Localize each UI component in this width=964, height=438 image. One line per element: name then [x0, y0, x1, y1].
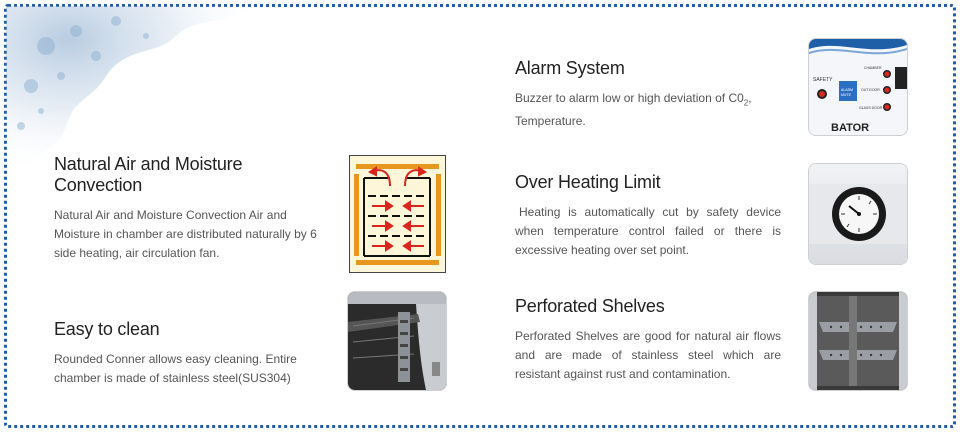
feature-description: Natural Air and Moisture Convection Air and Moisture in chamber are distributed naturally by 6 side heating, air circulation fan.: [54, 208, 317, 260]
perforated-shelves-image: [808, 291, 908, 391]
svg-text:CHAMBER: CHAMBER: [864, 66, 882, 70]
safety-label: SAFETY: [813, 77, 833, 83]
svg-text:BATOR: BATOR: [831, 122, 870, 134]
watercolor-splash-decoration: [6, 6, 256, 176]
feature-title: Over Heating Limit: [515, 172, 661, 192]
alarm-panel-image: [808, 38, 908, 136]
svg-text:OUT DOOR: OUT DOOR: [861, 88, 880, 92]
feature-title: Perforated Shelves: [515, 296, 665, 316]
desc-text-end: ,: [748, 91, 752, 105]
svg-text:GLASS DOOR: GLASS DOOR: [859, 106, 883, 110]
svg-text:ALARM: ALARM: [841, 88, 854, 92]
feature-title: Alarm System: [515, 58, 625, 78]
feature-title: Natural Air and Moisture Convection: [54, 154, 243, 195]
feature-description: Perforated Shelves are good for natural air flows and are made of stainless steel which are resistant against rust and contamination.: [515, 329, 781, 381]
overheat-dial-image: [808, 163, 908, 265]
svg-text:MUTE: MUTE: [841, 93, 851, 97]
feature-natural-convection: [54, 154, 322, 263]
feature-alarm-system: [515, 58, 785, 131]
desc-text: Buzzer to alarm low or high deviation of C0: [515, 91, 744, 105]
feature-description: Heating is automatically cut by safety device when temperature control failed or there is excessive heating over set point.: [515, 205, 781, 257]
desc-subscript: 2: [743, 98, 749, 108]
feature-over-heating-limit: [515, 172, 781, 260]
feature-title: Easy to clean: [54, 319, 160, 339]
feature-perforated-shelves: [515, 296, 781, 384]
convection-diagram-image: [349, 155, 446, 273]
chamber-interior-image: [347, 291, 447, 391]
feature-easy-to-clean: [54, 319, 324, 388]
feature-description: Rounded Conner allows easy cleaning. Entire chamber is made of stainless steel(SUS304): [54, 352, 297, 385]
feature-description: [515, 89, 785, 131]
desc-text-line2: Temperature.: [515, 114, 586, 129]
